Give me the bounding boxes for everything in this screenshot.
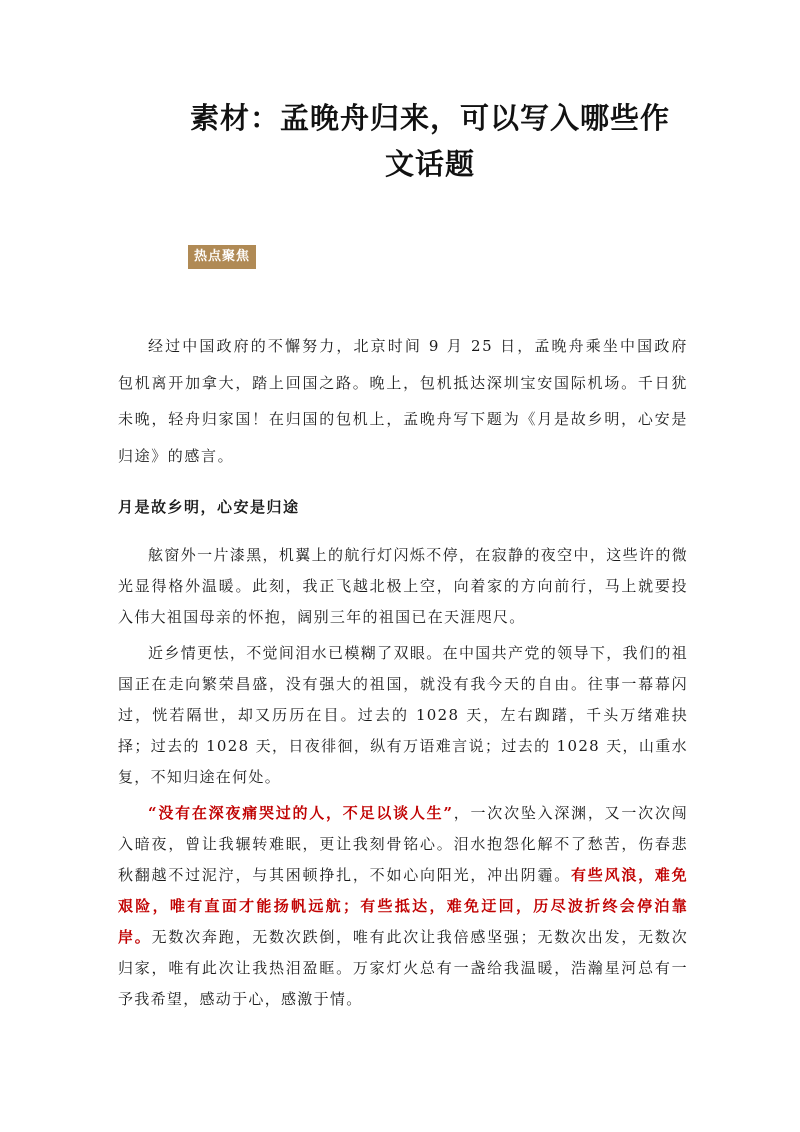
intro-paragraph: 经过中国政府的不懈努力，北京时间 9 月 25 日，孟晚舟乘坐中国政府包机离开加拿大，踏上回国之路。晚上，包机抵达深圳宝安国际机场。千日犹未晚，轻舟归家国！在归国的包机上，孟晚舟写下题为《月是故乡明，心安是归途》的感言。 [118, 337, 688, 465]
paragraph-a: 舷窗外一片漆黑，机翼上的航行灯闪烁不停，在寂静的夜空中，这些许的微光显得格外温暖。此刻，我正飞越北极上空，向着家的方向前行，马上就要投入伟大祖国母亲的怀抱，阔别三年的祖国已在天涯咫尺。 [118, 546, 688, 626]
paragraph-b: 近乡情更怯，不觉间泪水已模糊了双眼。在中国共产党的领导下，我们的祖国正在走向繁荣昌盛，没有强大的祖国，就没有我今天的自由。往事一幕幕闪过，恍若隔世，却又历历在目。过去的 1028 天，左右踟躇，千头万绪难抉择；过去的 1028 天，日夜徘徊，纵有万语难言说；过去的 1028 天，山重水复，不知归途在何处。 [118, 644, 688, 786]
subheading: 月是故乡明，心安是归途 [118, 498, 300, 516]
highlight-quote: “没有在深夜痛哭过的人，不足以谈人生” [148, 804, 454, 822]
article-body [118, 540, 688, 1020]
paragraph-c-text-1: ，一次次坠入深渊，又一次次闯入暗夜，曾让我辗转难眠，更让我刻骨铭心。泪水抱怨化解不了愁苦，伤春悲秋翻越不过泥泞，与其困顿挣扎，不如心向阳光，冲出阴霾。 [118, 804, 689, 884]
title-line-2: 文话题 [384, 147, 475, 181]
highlight-sentence: 有些风浪，难免艰险，唯有直面才能扬帆远航；有些抵达，难免迂回，历尽波折终会停泊靠岸。 [118, 866, 688, 946]
page-title [150, 95, 710, 187]
paragraph-c [118, 798, 688, 1015]
title-line-1: 素材：孟晚舟归来，可以写入哪些作 [189, 101, 670, 135]
paragraph-c-text-2: 无数次奔跑，无数次跌倒，唯有此次让我倍感坚强；无数次出发，无数次归家，唯有此次让我热泪盈眶。万家灯火总有一盏给我温暖，浩瀚星河总有一予我希望，感动于心，感激于情。 [118, 928, 688, 1008]
section-tag: 热点聚焦 [188, 245, 256, 269]
